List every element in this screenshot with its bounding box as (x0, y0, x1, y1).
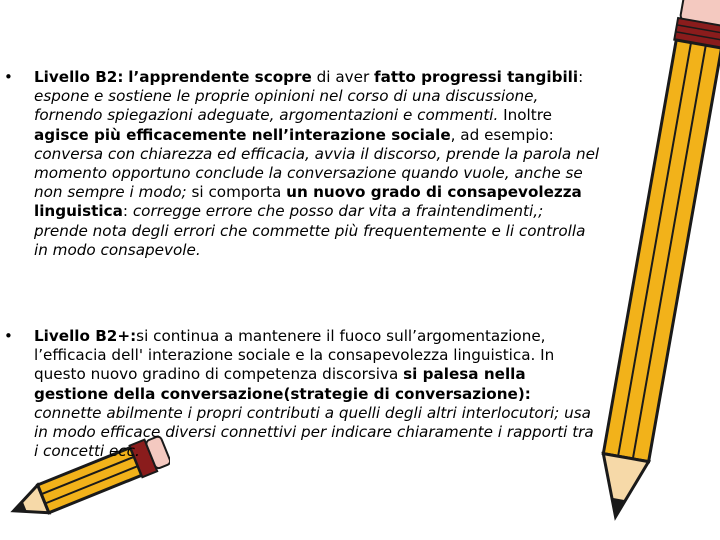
text-segment: si continua a mantenere il fuoco sull’argomentazione, l’efficacia dell' interazione sociale e la consapevolezza linguistica. In questo nuovo gradino di competenza discorsiva (34, 327, 555, 384)
text-segment: conversa con chiarezza ed efficacia, avvia il discorso, prende la parola nel momento opportuno conclude la conversazione quando vuole, anche se non sempre i modo; (34, 144, 600, 202)
text-segment: : (578, 68, 584, 86)
text-segment: : (122, 202, 133, 221)
text-segment: l’apprendente scopre (128, 68, 312, 86)
text-segment: si comporta (186, 183, 287, 202)
bullet-dot: • (4, 68, 13, 86)
text-segment: corregge errore che posso dar vita a fraintendimenti,; prende nota degli errori che commette più frequentemente e li controlla in modo consapevole. (34, 202, 586, 259)
bullet-text (34, 327, 594, 460)
text-segment: fatto progressi tangibili (374, 68, 579, 86)
bullet-dot: • (4, 327, 13, 345)
pencil-icon (596, 0, 720, 540)
text-segment: Inoltre (498, 106, 552, 125)
text-segment: , ad esempio: (450, 125, 554, 144)
bullet-text (34, 68, 599, 259)
text-segment: agisce più efficacemente nell’interazione sociale (34, 125, 451, 144)
text-segment: di aver (311, 68, 375, 86)
bullet-item-b2-plus (4, 327, 600, 461)
text-segment: Livello B2+: (34, 327, 137, 345)
text-segment: espone e sostiene le proprie opinioni nel corso di una discussione, fornendo spiegazioni adeguate, argomentazioni e commenti. (34, 87, 539, 125)
text-segment: Livello B2: (34, 68, 124, 86)
bullet-item-b2 (4, 68, 600, 260)
text-segment: connette abilmente i propri contributi a quelli degli altri interlocutori; usa in modo efficace diversi connettivi per indicare chiaramente i rapporti tra i concetti ecc. (34, 403, 594, 461)
text-segment: si palesa nella gestione della conversazione(strategie di conversazione): (34, 365, 531, 403)
text-segment: un nuovo grado di consapevolezza linguistica (34, 183, 582, 221)
